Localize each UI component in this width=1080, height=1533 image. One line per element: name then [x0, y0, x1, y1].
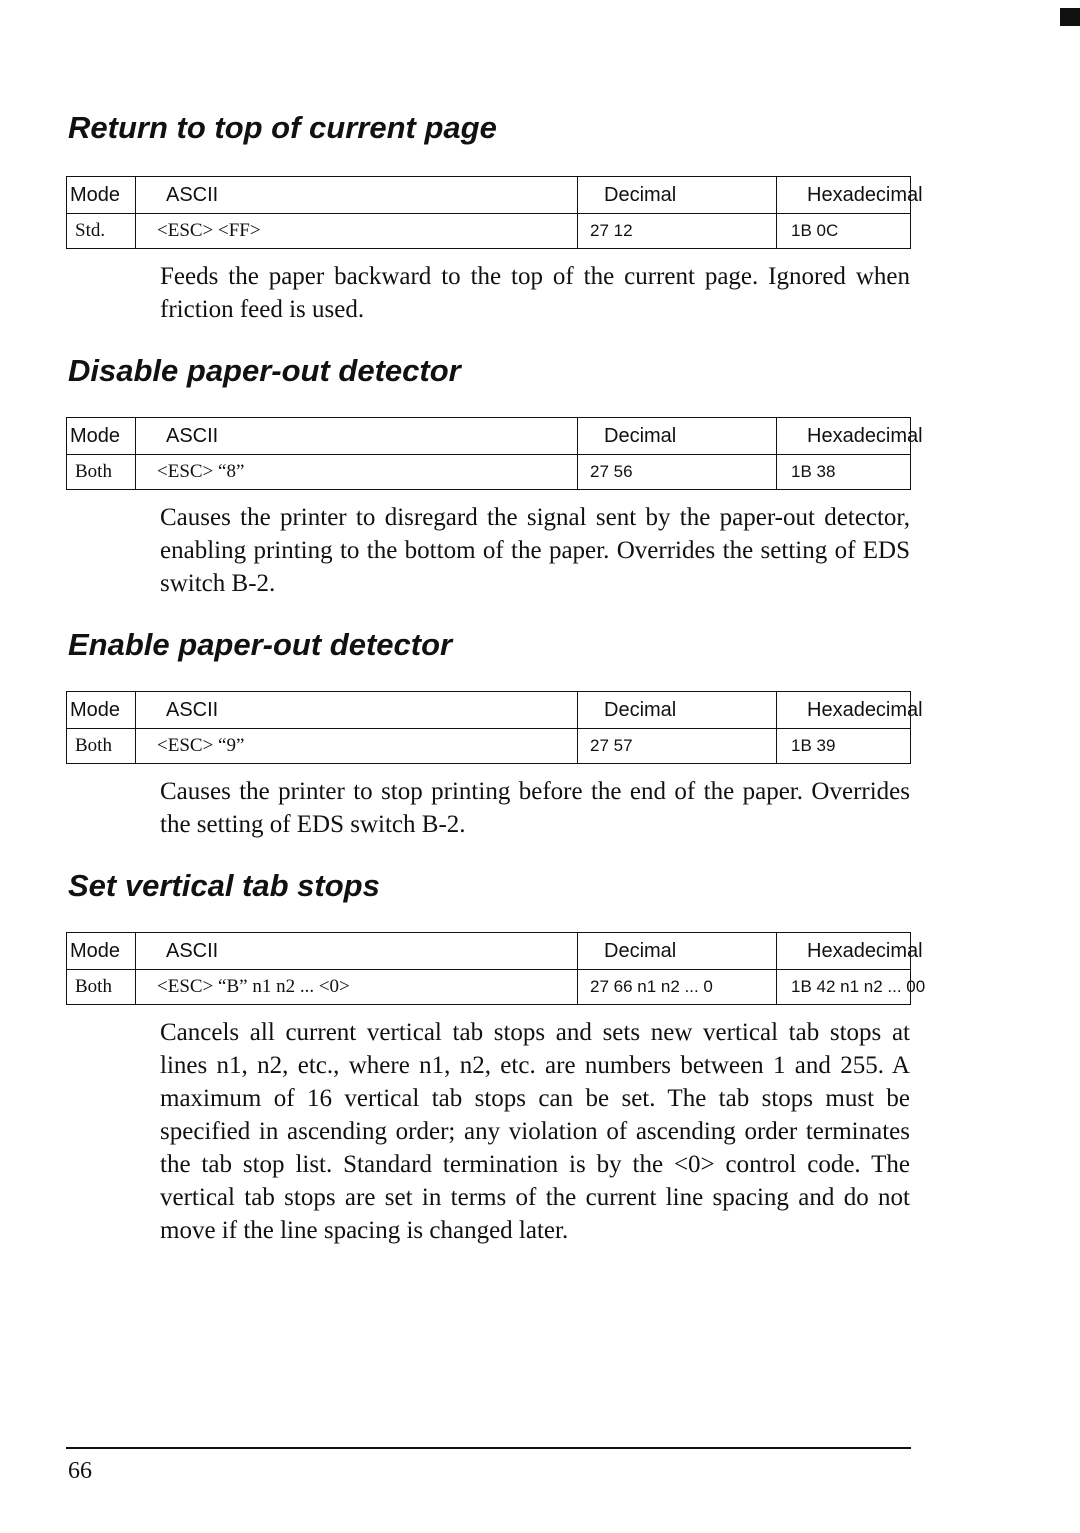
- cell-mode: Both: [67, 729, 136, 763]
- cell-decimal: 27 57: [578, 729, 777, 763]
- header-decimal: Decimal: [578, 692, 777, 728]
- table-header-row: [67, 418, 923, 455]
- header-ascii: ASCII: [136, 177, 578, 213]
- header-ascii: ASCII: [136, 418, 578, 454]
- header-decimal: Decimal: [578, 177, 777, 213]
- page-number: 66: [68, 1458, 92, 1484]
- command-table: [66, 932, 926, 1005]
- table-row: [67, 970, 926, 1004]
- header-mode: Mode: [67, 177, 136, 213]
- header-mode: Mode: [67, 692, 136, 728]
- command-table: [66, 176, 923, 249]
- table-row: [67, 455, 910, 489]
- cell-mode: Std.: [67, 214, 136, 248]
- header-mode: Mode: [67, 418, 136, 454]
- cell-mode: Both: [67, 455, 136, 489]
- section-description: Causes the printer to disregard the signal sent by the paper-out detector, enabling printing to the bottom of the paper. Overrides the setting of EDS switch B-2.: [160, 504, 910, 597]
- header-mode: Mode: [67, 933, 136, 969]
- table-header-row: [67, 933, 923, 970]
- command-table: [66, 691, 923, 764]
- table-row: [67, 729, 910, 763]
- section-description: Feeds the paper backward to the top of the current page. Ignored when friction feed is used.: [160, 263, 910, 323]
- cell-hexadecimal: 1B 42 n1 n2 ... 00: [791, 977, 926, 996]
- header-decimal: Decimal: [578, 933, 777, 969]
- section-heading: Set vertical tab stops: [68, 868, 380, 903]
- cell-ascii: <ESC> “B” n1 n2 ... <0>: [136, 970, 578, 1004]
- header-hexadecimal: Hexadecimal: [807, 424, 923, 447]
- table-row: [67, 214, 910, 248]
- section-heading: Enable paper-out detector: [68, 627, 453, 662]
- section-description: Cancels all current vertical tab stops and sets new vertical tab stops at lines n1, n2, etc., where n1, n2, etc. are numbers between 1 and 255. A maximum of 16 vertical tab stops can be set. The tab stops must be specified in ascending order; any violation of ascending order terminates the tab stop list. Standard termination is by the <0> control code. The vertical tab stops are set in terms of the current line spacing and do not move if the line spacing is changed later.: [160, 1019, 910, 1244]
- cell-ascii: <ESC> “8”: [136, 455, 578, 489]
- cell-ascii: <ESC> “9”: [136, 729, 578, 763]
- cell-hexadecimal: 1B 39: [791, 736, 836, 755]
- header-hexadecimal: Hexadecimal: [807, 698, 923, 721]
- header-ascii: ASCII: [136, 692, 578, 728]
- cell-mode: Both: [67, 970, 136, 1004]
- cell-decimal: 27 66 n1 n2 ... 0: [578, 970, 777, 1004]
- cell-ascii: <ESC> <FF>: [136, 214, 578, 248]
- section-heading: Disable paper-out detector: [68, 353, 461, 388]
- corner-tab-mark: [1060, 8, 1080, 26]
- header-hexadecimal: Hexadecimal: [807, 939, 923, 962]
- footer-rule: [66, 1447, 911, 1449]
- command-table: [66, 417, 923, 490]
- header-decimal: Decimal: [578, 418, 777, 454]
- header-hexadecimal: Hexadecimal: [807, 183, 923, 206]
- header-ascii: ASCII: [136, 933, 578, 969]
- section-description: Causes the printer to stop printing before the end of the paper. Overrides the setting of EDS switch B-2.: [160, 778, 910, 838]
- table-header-row: [67, 692, 923, 729]
- section-heading: Return to top of current page: [68, 110, 497, 145]
- cell-hexadecimal: 1B 38: [791, 462, 836, 481]
- cell-hexadecimal: 1B 0C: [791, 221, 839, 240]
- table-header-row: [67, 177, 923, 214]
- cell-decimal: 27 12: [578, 214, 777, 248]
- cell-decimal: 27 56: [578, 455, 777, 489]
